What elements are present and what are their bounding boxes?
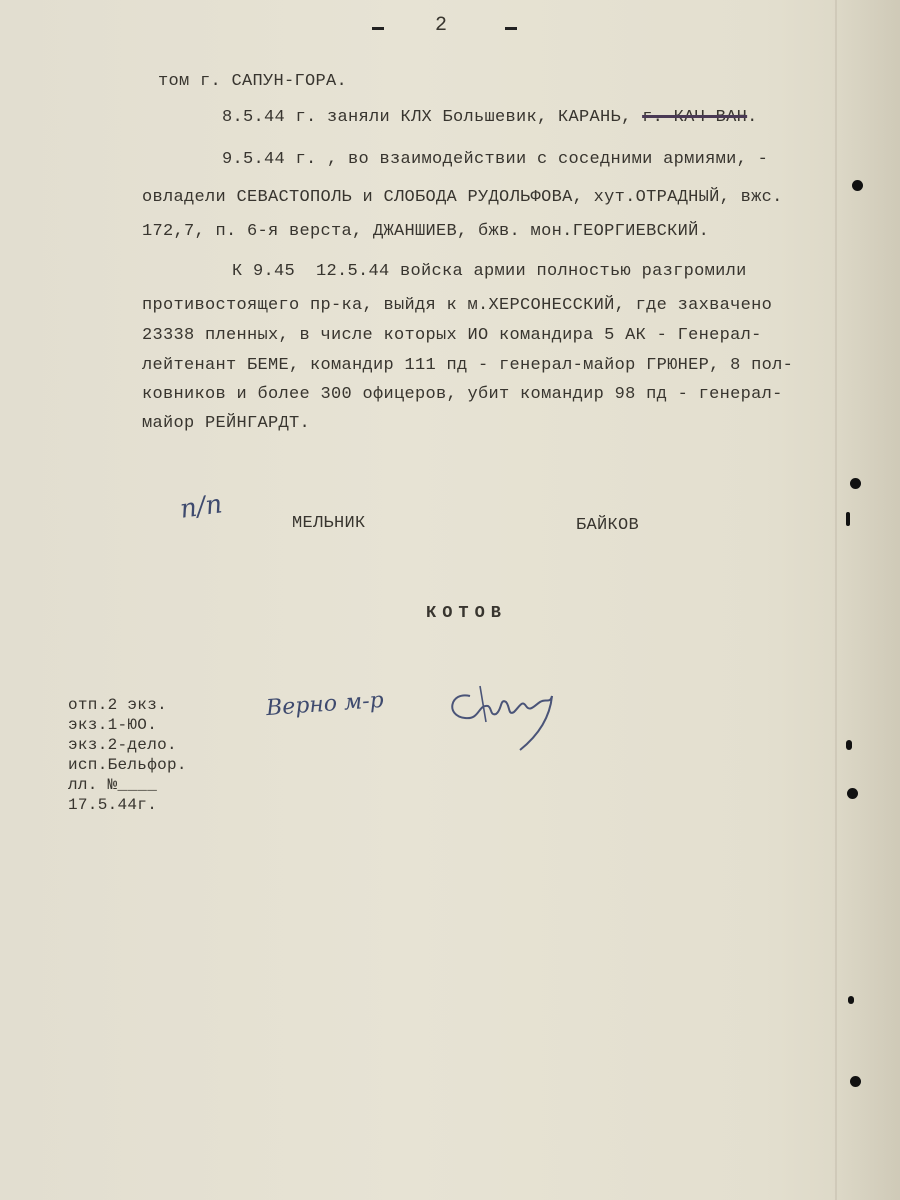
signatory-melnik: МЕЛЬНИК xyxy=(292,514,366,533)
page-edge-shadow xyxy=(830,0,900,1200)
punch-mark xyxy=(848,996,854,1004)
body-line-3: 9.5.44 г. , во взаимодействии с соседними армиями, - xyxy=(222,150,769,169)
punch-hole xyxy=(847,788,858,799)
signatory-baykov: БАЙКОВ xyxy=(576,516,640,535)
punch-hole xyxy=(850,478,861,489)
line-end: . xyxy=(747,108,758,127)
page-number: 2 xyxy=(435,14,448,37)
footer-line-4: исп.Бельфор. xyxy=(68,756,187,774)
signed-mark: п/п xyxy=(178,489,225,525)
footer-line-3: экз.2-дело. xyxy=(68,736,177,754)
footer-line-2: экз.1-ЮО. xyxy=(68,716,158,734)
body-line-2 xyxy=(222,108,758,127)
punch-mark xyxy=(846,512,850,526)
body-line-11: майор РЕЙНГАРДТ. xyxy=(142,414,311,433)
footer-line-6: 17.5.44г. xyxy=(68,796,158,814)
body-line-8: 23338 пленных, в числе которых ИО командира 5 АК - Генерал- xyxy=(142,326,762,345)
body-line-10: ковников и более 300 офицеров, убит командир 98 пд - генерал- xyxy=(142,385,783,404)
signatory-kotov: КОТОВ xyxy=(426,604,508,623)
punch-mark xyxy=(846,740,852,750)
verification-note: Верно м-р xyxy=(265,687,385,722)
body-line-4: овладели СЕВАСТОПОЛЬ и СЛОБОДА РУДОЛЬФОВА, хут.ОТРАДНЫЙ, вжс. xyxy=(142,188,783,207)
body-line-5: 172,7, п. 6-я верста, ДЖАНШИЕВ, бжв. мон.ГЕОРГИЕВСКИЙ. xyxy=(142,222,710,241)
body-line-1: том г. САПУН-ГОРА. xyxy=(158,72,348,91)
footer-line-5: лл. №____ xyxy=(68,776,158,794)
body-line-9: лейтенант БЕМЕ, командир 111 пд - генерал-майор ГРЮНЕР, 8 пол- xyxy=(142,356,794,375)
header-dash-left xyxy=(372,27,384,30)
handwritten-signature xyxy=(440,676,570,756)
body-line-2-text: 8.5.44 г. заняли КЛХ Большевик, КАРАНЬ, xyxy=(222,108,632,127)
body-line-7: противостоящего пр-ка, выйдя к м.ХЕРСОНЕССКИЙ, где захвачено xyxy=(142,296,773,315)
punch-hole xyxy=(850,1076,861,1087)
body-line-6: К 9.45 12.5.44 войска армии полностью разгромили xyxy=(232,262,747,281)
header-dash-right xyxy=(505,27,517,30)
page-fold xyxy=(835,0,837,1200)
struck-text: г. КАЧ-ВАН xyxy=(642,108,748,127)
footer-line-1: отп.2 экз. xyxy=(68,696,168,714)
punch-hole xyxy=(852,180,863,191)
